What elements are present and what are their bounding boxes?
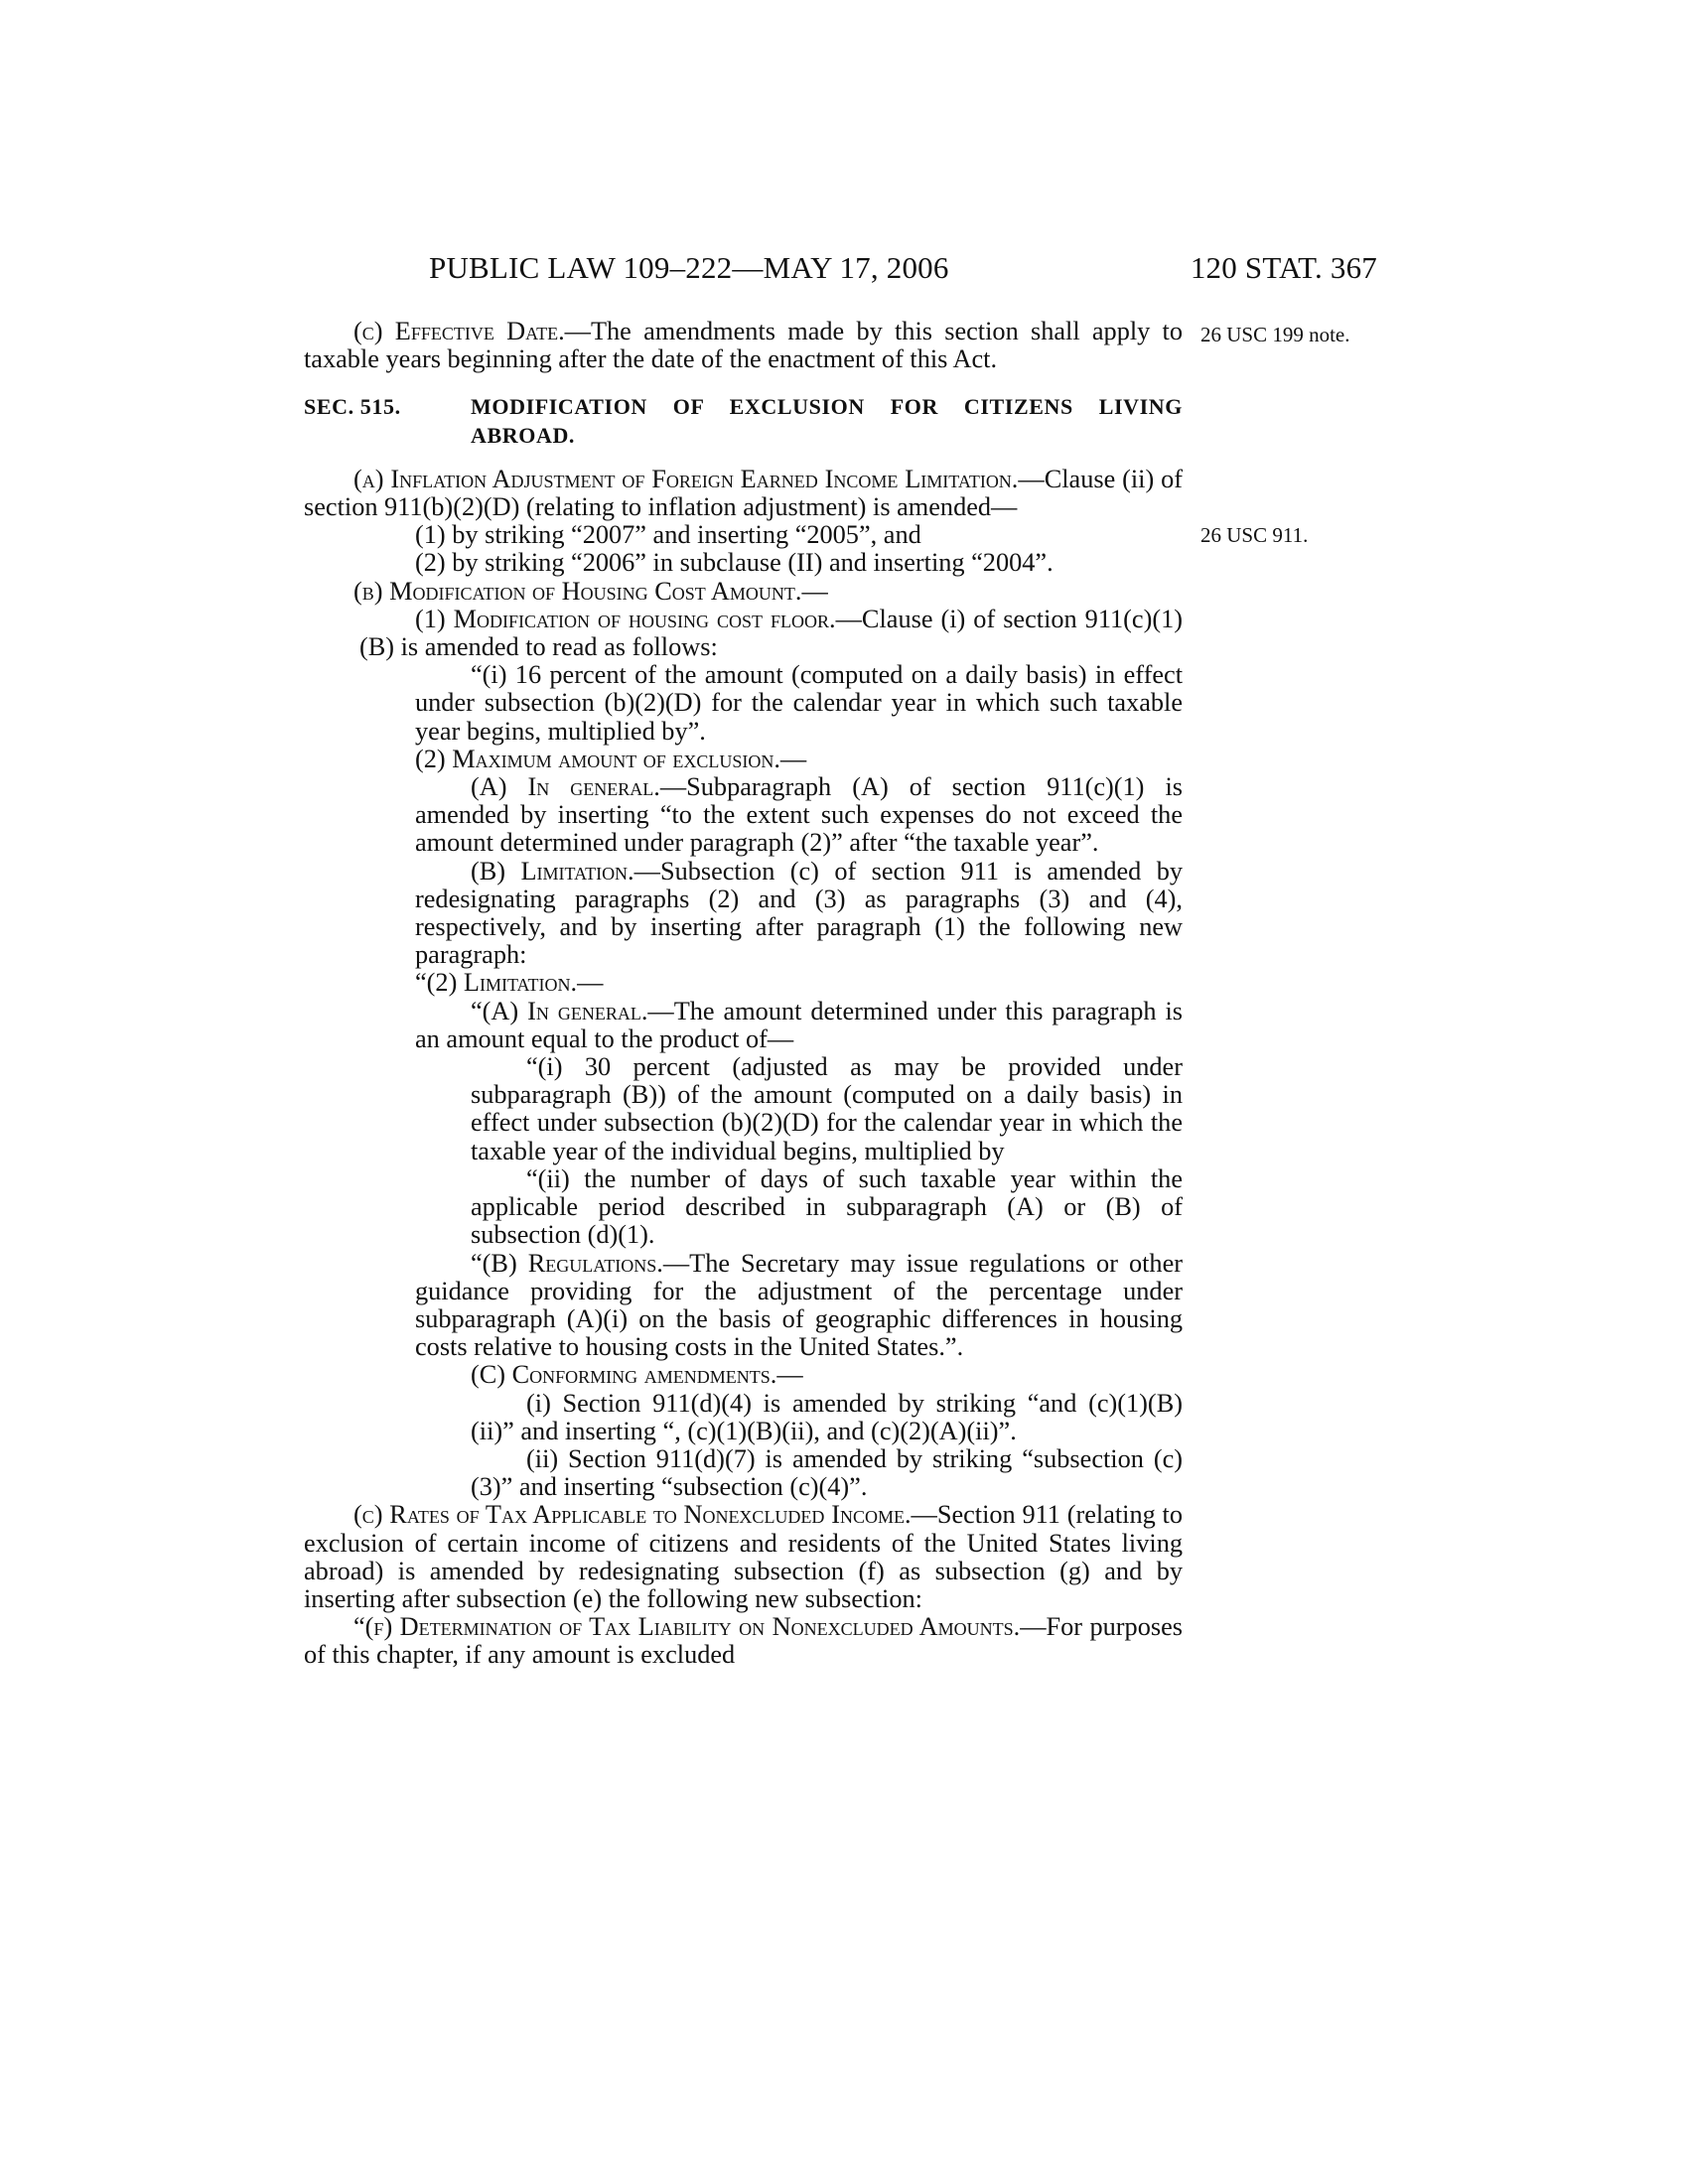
quoted-paragraph-2-heading: “(2) Limitation.	[415, 968, 578, 998]
subparagraph-b	[304, 858, 1183, 970]
quoted-clause-number-of-days: “(ii) the number of days of such taxable year within the applicable period described in subparagraph (A) or (B) of subsection (d)(1).	[471, 1163, 1183, 1250]
quoted-clause-i: “(i) 16 percent of the amount (computed on a daily basis) in effect under subsection (b)(2)(D) for the calendar year in which such taxable year begins, multiplied by”.	[415, 660, 1183, 746]
subparagraph-c-dash: —	[776, 1360, 803, 1390]
subsection-c-heading: (c) Rates of Tax Applicable to Nonexcluded Income.	[353, 1500, 912, 1530]
subsection-a	[304, 466, 1183, 521]
public-law-title: PUBLIC LAW 109–222—MAY 17, 2006	[429, 250, 949, 285]
subparagraph-b-heading: (B) Limitation.	[471, 856, 634, 886]
new-subsection-f	[304, 1613, 1183, 1669]
effective-date-text: —The amendments made by this section shall apply to taxable years beginning after the date of the enactment of this Act.	[304, 317, 1184, 374]
conforming-clause-ii: (ii) Section 911(d)(7) is amended by striking “subsection (c)(3)” and inserting “subsection (c)(4)”.	[471, 1443, 1183, 1502]
paragraph-1-heading: (1) Modification of housing cost floor.	[415, 604, 836, 633]
subparagraph-b-text: —Subsection (c) of section 911 is amended by redesignating paragraphs (2) and (3) as paragraphs (3) and (4), respectively, and by inserting after paragraph (1) the following new paragraph:	[415, 856, 1183, 970]
section-heading	[304, 393, 1183, 449]
conforming-clause-i: (i) Section 911(d)(4) is amended by striking “and (c)(1)(B)(ii)” and inserting “, (c)(1)(B)(ii), and (c)(2)(A)(ii)”.	[471, 1388, 1183, 1445]
new-subsection-f-heading: “(f) Determination of Tax Liability on Nonexcluded Amounts.	[353, 1612, 1021, 1642]
quoted-paragraph-2-dash: —	[577, 968, 604, 998]
quoted-subparagraph-a-heading: “(A) In general.	[471, 996, 648, 1025]
subparagraph-c	[304, 1361, 1183, 1389]
margin-note-usc-911: 26 USC 911.	[1200, 523, 1309, 547]
subsection-a-paragraph-1: (1) by striking “2007” and inserting “2005”, and	[415, 520, 921, 550]
subsection-a-heading: (a) Inflation Adjustment of Foreign Earned Income Limitation.	[353, 464, 1019, 493]
quoted-subparagraph-b	[304, 1250, 1183, 1362]
subsection-a-paragraph-2: (2) by striking “2006” in subclause (II) and inserting “2004”.	[415, 548, 1054, 578]
quoted-paragraph-2	[304, 969, 1183, 997]
quoted-subparagraph-a	[304, 998, 1183, 1053]
subparagraph-a	[304, 773, 1183, 858]
quoted-clause-30-percent: “(i) 30 percent (adjusted as may be provided under subparagraph (B)) of the amount (computed on a daily basis) in effect under subsection (b)(2)(D) for the calendar year in which the taxable year of the individual begins, multiplied by	[471, 1052, 1183, 1165]
new-subsection-f-text: —For purposes of this chapter, if any amount is excluded	[304, 1612, 1183, 1670]
subsection-c-text: —Section 911 (relating to exclusion of certain income of citizens and residents of the United States living abroad) is amended by redesignating subsection (f) as subsection (g) and by inserting after subsection (e) the following new subsection:	[304, 1500, 1183, 1613]
margin-note-usc-199: 26 USC 199 note.	[1200, 323, 1350, 346]
paragraph-2-heading: (2) Maximum amount of exclusion.	[415, 744, 780, 773]
subparagraph-a-text: —Subparagraph (A) of section 911(c)(1) is amended by inserting “to the extent such expenses do not exceed the amount determined under paragraph (2)” after “the taxable year”.	[415, 772, 1183, 858]
subsection-b-heading: (b) Modification of Housing Cost Amount.	[353, 576, 802, 606]
subsection-c	[304, 1501, 1183, 1613]
effective-date-heading: (c) Effective Date.	[353, 317, 565, 345]
quoted-subparagraph-b-heading: “(B) Regulations.	[471, 1248, 663, 1278]
subsection-b	[304, 578, 1183, 606]
subsection-b-paragraph-2	[304, 746, 1183, 773]
section-number: SEC. 515.	[304, 394, 401, 420]
paragraph-2-dash: —	[779, 744, 807, 773]
statute-page-number: 120 STAT. 367	[1190, 250, 1377, 285]
section-title: MODIFICATION OF EXCLUSION FOR CITIZENS LIVING ABROAD.	[471, 394, 1183, 448]
document-body	[304, 318, 1183, 1670]
quoted-subparagraph-a-text: —The amount determined under this paragraph is an amount equal to the product of—	[415, 996, 1183, 1053]
subsection-b-paragraph-1	[304, 606, 1183, 661]
subparagraph-c-heading: (C) Conforming amendments.	[471, 1360, 777, 1390]
page-header	[300, 230, 1377, 285]
paragraph-1-text: —Clause (i) of section 911(c)(1)(B) is amended to read as follows:	[359, 604, 1184, 662]
subparagraph-a-heading: (A) In general.	[471, 772, 660, 802]
quoted-subparagraph-b-text: —The Secretary may issue regulations or other guidance providing for the adjustment of the percentage under subparagraph (A)(i) on the basis of geographic differences in housing costs relative to housing costs in the United States.”.	[415, 1248, 1184, 1362]
effective-date-paragraph	[304, 318, 1183, 373]
subsection-a-text: —Clause (ii) of section 911(b)(2)(D) (relating to inflation adjustment) is amended—	[304, 464, 1183, 522]
subsection-b-dash: —	[801, 576, 828, 606]
